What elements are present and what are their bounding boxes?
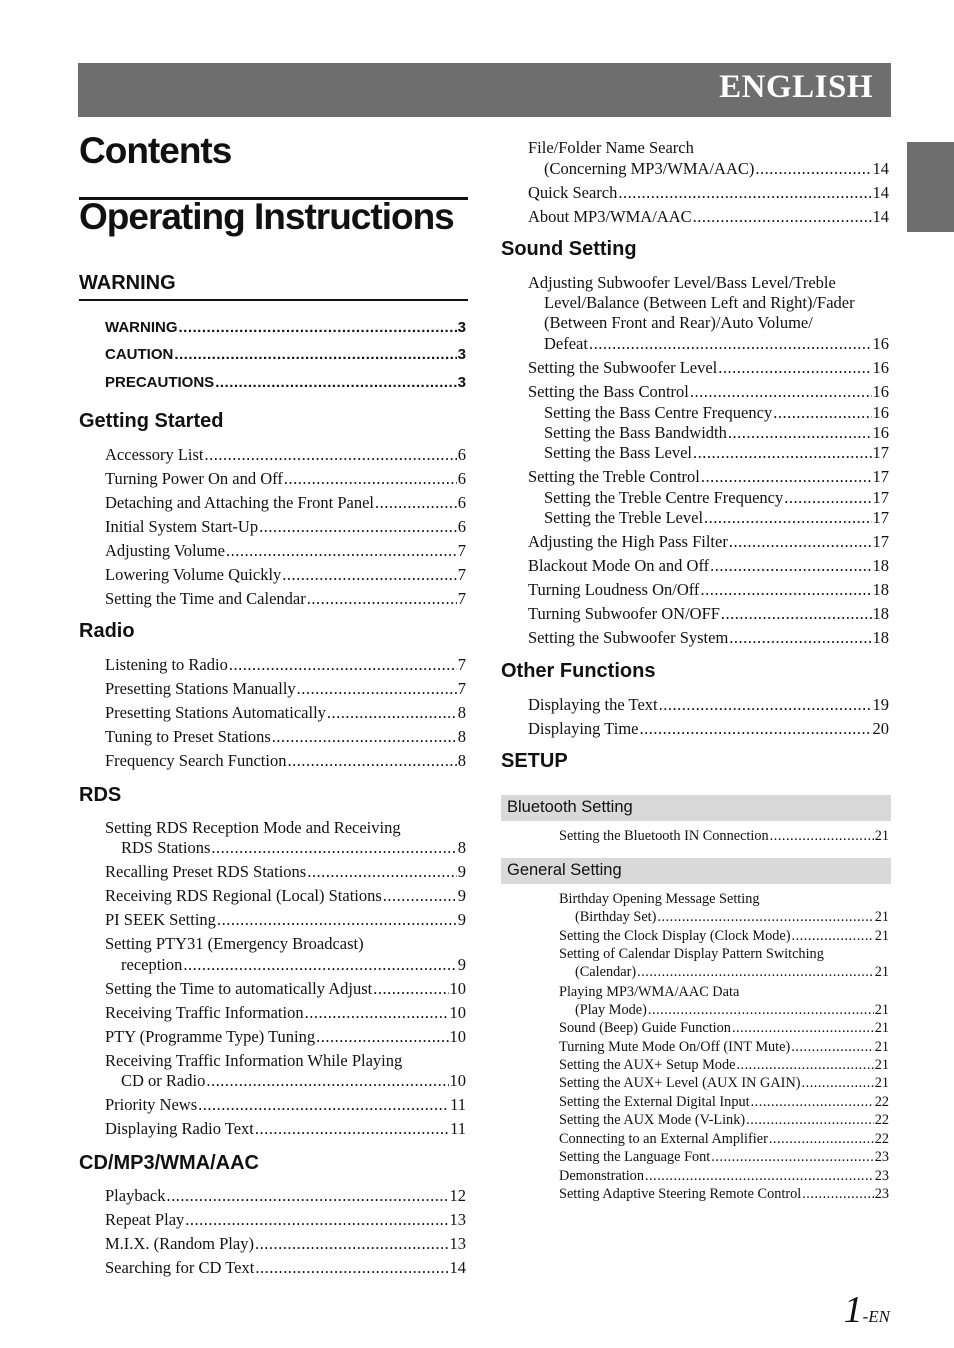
- toc-entry[interactable]: Setting the Bass Bandwidth ..... 16: [544, 423, 889, 443]
- subsection-bar-bluetooth: [501, 795, 891, 821]
- operating-instructions-title: Operating Instructions: [79, 196, 454, 237]
- toc-entry[interactable]: Displaying Time ..... 20: [528, 719, 889, 739]
- toc-entry[interactable]: Displaying the Text ..... 19: [528, 695, 889, 715]
- toc-entry[interactable]: Setting the Subwoofer System ..... 18: [528, 628, 889, 648]
- toc-entry[interactable]: (Play Mode) ..... 21: [575, 1001, 889, 1019]
- toc-entry[interactable]: Receiving Traffic Information ..... 10: [105, 1003, 466, 1023]
- toc-entry[interactable]: Setting the Language Font ..... 23: [559, 1148, 889, 1166]
- toc-entry-line[interactable]: Adjusting Subwoofer Level/Bass Level/Treble: [528, 273, 836, 292]
- contents-title: Contents: [79, 130, 232, 171]
- toc-entry[interactable]: Setting the Treble Level ..... 17: [544, 508, 889, 528]
- toc-entry[interactable]: (Concerning MP3/WMA/AAC) ..... 14: [544, 159, 889, 179]
- section-heading-rds: RDS: [79, 784, 122, 806]
- toc-entry[interactable]: Setting the Subwoofer Level ..... 16: [528, 358, 889, 378]
- toc-entry[interactable]: (Birthday Set) ..... 21: [575, 908, 889, 926]
- toc-entry[interactable]: Presetting Stations Automatically ..... 8: [105, 703, 466, 723]
- divider: [79, 299, 468, 301]
- section-heading-radio: Radio: [79, 620, 135, 642]
- toc-entry-line[interactable]: Setting RDS Reception Mode and Receiving: [105, 818, 401, 837]
- page-number-suffix: -EN: [862, 1307, 890, 1326]
- toc-entry[interactable]: About MP3/WMA/AAC ..... 14: [528, 207, 889, 227]
- toc-entry[interactable]: Repeat Play ..... 13: [105, 1210, 466, 1230]
- toc-entry[interactable]: M.I.X. (Random Play) ..... 13: [105, 1234, 466, 1254]
- toc-entry[interactable]: Detaching and Attaching the Front Panel ..... 6: [105, 493, 466, 513]
- toc-entry[interactable]: RDS Stations ..... 8: [121, 838, 466, 858]
- toc-entry-line[interactable]: File/Folder Name Search: [528, 138, 694, 157]
- toc-entry[interactable]: Setting the External Digital Input ..... 22: [559, 1093, 889, 1111]
- toc-entry[interactable]: Adjusting the High Pass Filter ..... 17: [528, 532, 889, 552]
- section-heading-cd: CD/MP3/WMA/AAC: [79, 1152, 259, 1174]
- toc-entry[interactable]: Displaying Radio Text ..... 11: [105, 1119, 466, 1139]
- page-number: [844, 1288, 890, 1332]
- toc-entry[interactable]: Tuning to Preset Stations ..... 8: [105, 727, 466, 747]
- toc-entry[interactable]: Accessory List ..... 6: [105, 445, 466, 465]
- toc-entry[interactable]: Setting the Time and Calendar ..... 7: [105, 589, 466, 609]
- section-heading-other-functions: Other Functions: [501, 660, 656, 682]
- toc-entry[interactable]: Defeat ..... 16: [544, 334, 889, 354]
- toc-entry[interactable]: Initial System Start-Up ..... 6: [105, 517, 466, 537]
- toc-entry[interactable]: Lowering Volume Quickly ..... 7: [105, 565, 466, 585]
- toc-entry[interactable]: PI SEEK Setting ..... 9: [105, 910, 466, 930]
- toc-entry[interactable]: Sound (Beep) Guide Function ..... 21: [559, 1019, 889, 1037]
- toc-entry[interactable]: PTY (Programme Type) Tuning ..... 10: [105, 1027, 466, 1047]
- toc-entry[interactable]: Turning Mute Mode On/Off (INT Mute) ..... 21: [559, 1038, 889, 1056]
- toc-entry[interactable]: reception ..... 9: [121, 955, 466, 975]
- toc-entry[interactable]: Blackout Mode On and Off ..... 18: [528, 556, 889, 576]
- subsection-heading: General Setting: [507, 861, 622, 879]
- toc-entry[interactable]: Setting the Treble Control ..... 17: [528, 467, 889, 487]
- toc-entry[interactable]: Frequency Search Function ..... 8: [105, 751, 466, 771]
- page-number-value: 1: [843, 1289, 863, 1331]
- toc-entry[interactable]: Setting the Clock Display (Clock Mode) ..... 21: [559, 927, 889, 945]
- toc-entry-line[interactable]: Level/Balance (Between Left and Right)/Fader: [544, 293, 855, 312]
- language-banner: [78, 63, 891, 117]
- toc-entry[interactable]: Setting the AUX+ Level (AUX IN GAIN) ..... 21: [559, 1074, 889, 1092]
- toc-entry[interactable]: WARNING ..... 3: [105, 318, 466, 338]
- toc-entry[interactable]: Listening to Radio ..... 7: [105, 655, 466, 675]
- toc-entry[interactable]: Setting the Bass Level ..... 17: [544, 443, 889, 463]
- toc-entry[interactable]: Presetting Stations Manually ..... 7: [105, 679, 466, 699]
- toc-entry-line[interactable]: (Between Front and Rear)/Auto Volume/: [544, 313, 813, 332]
- toc-entry[interactable]: Connecting to an External Amplifier ..... 22: [559, 1130, 889, 1148]
- toc-entry-line[interactable]: Playing MP3/WMA/AAC Data: [559, 984, 740, 1000]
- section-heading-getting-started: Getting Started: [79, 410, 224, 432]
- toc-entry[interactable]: Setting the AUX+ Setup Mode ..... 21: [559, 1056, 889, 1074]
- toc-entry[interactable]: Recalling Preset RDS Stations ..... 9: [105, 862, 466, 882]
- toc-entry-line[interactable]: Setting of Calendar Display Pattern Switching: [559, 946, 824, 962]
- toc-entry-line[interactable]: Birthday Opening Message Setting: [559, 891, 760, 907]
- toc-entry[interactable]: Setting the AUX Mode (V-Link) ..... 22: [559, 1111, 889, 1129]
- section-heading-warning: WARNING: [79, 272, 176, 294]
- section-heading-sound: Sound Setting: [501, 238, 637, 260]
- toc-entry-line[interactable]: Setting PTY31 (Emergency Broadcast): [105, 934, 364, 953]
- toc-entry[interactable]: Quick Search ..... 14: [528, 183, 889, 203]
- toc-entry[interactable]: Demonstration ..... 23: [559, 1167, 889, 1185]
- toc-entry[interactable]: (Calendar) ..... 21: [575, 963, 889, 981]
- toc-entry[interactable]: Playback ..... 12: [105, 1186, 466, 1206]
- toc-entry[interactable]: Receiving RDS Regional (Local) Stations ..... 9: [105, 886, 466, 906]
- toc-entry[interactable]: Priority News ..... 11: [105, 1095, 466, 1115]
- toc-entry[interactable]: Turning Subwoofer ON/OFF ..... 18: [528, 604, 889, 624]
- toc-entry[interactable]: Setting the Time to automatically Adjust ..... 10: [105, 979, 466, 999]
- toc-entry[interactable]: Searching for CD Text ..... 14: [105, 1258, 466, 1278]
- toc-entry-line[interactable]: Receiving Traffic Information While Playing: [105, 1051, 403, 1070]
- toc-entry[interactable]: Adjusting Volume ..... 7: [105, 541, 466, 561]
- toc-entry[interactable]: Setting the Bass Control ..... 16: [528, 382, 889, 402]
- toc-entry[interactable]: PRECAUTIONS ..... 3: [105, 373, 466, 393]
- toc-entry[interactable]: Setting Adaptive Steering Remote Control ..... 23: [559, 1185, 889, 1203]
- toc-entry[interactable]: Setting the Bluetooth IN Connection ..... 21: [559, 827, 889, 845]
- subsection-heading: Bluetooth Setting: [507, 798, 633, 816]
- toc-entry[interactable]: CAUTION ..... 3: [105, 345, 466, 365]
- language-label: ENGLISH: [719, 69, 873, 105]
- section-heading-setup: SETUP: [501, 750, 568, 772]
- toc-entry[interactable]: CD or Radio ..... 10: [121, 1071, 466, 1091]
- toc-entry[interactable]: Setting the Treble Centre Frequency ..... 17: [544, 488, 889, 508]
- side-thumb-tab: [907, 142, 954, 232]
- subsection-bar-general: [501, 858, 891, 884]
- toc-entry[interactable]: Turning Power On and Off ..... 6: [105, 469, 466, 489]
- toc-entry[interactable]: Setting the Bass Centre Frequency ..... 16: [544, 403, 889, 423]
- toc-entry[interactable]: Turning Loudness On/Off ..... 18: [528, 580, 889, 600]
